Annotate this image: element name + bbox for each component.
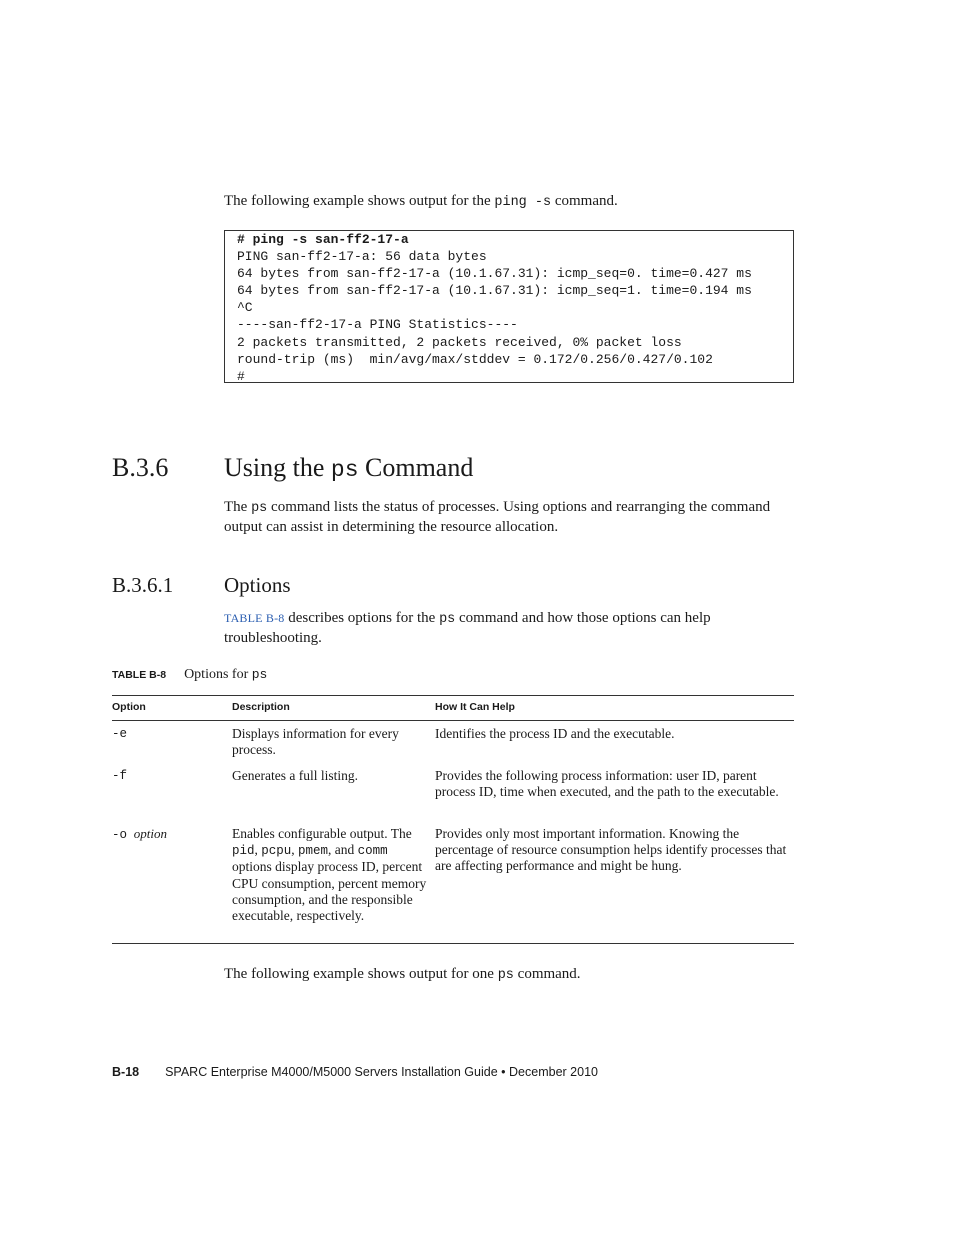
table-header-description: Description <box>232 701 290 713</box>
code-output-line: # <box>237 368 245 384</box>
code-output-line: ^C <box>237 300 253 316</box>
table-top-rule <box>112 695 794 696</box>
option-argument: option <box>133 826 167 841</box>
code-output-line: round-trip (ms) min/avg/max/stddev = 0.172/0.256/0.427/0.102 <box>237 351 713 367</box>
intro-text: The following example shows output for the <box>224 193 495 209</box>
section-title-code: ps <box>330 457 359 483</box>
table-cell-description: Displays information for every process. <box>232 726 399 758</box>
table-caption-code: ps <box>251 667 268 682</box>
subsection-paragraph <box>224 609 794 647</box>
outro-paragraph <box>224 965 804 985</box>
code-output-line: PING san-ff2-17-a: 56 data bytes <box>237 249 487 265</box>
subsection-para-text-end: command and how those options can help troubleshooting. <box>224 610 711 646</box>
table-caption-label: TABLE B-8 <box>112 669 167 681</box>
code-output-line: 64 bytes from san-ff2-17-a (10.1.67.31): icmp_seq=1. time=0.194 ms <box>237 283 752 299</box>
code-output-line: 2 packets transmitted, 2 packets received, 0% packet loss <box>237 334 682 350</box>
table-cell-option: -f <box>112 769 128 783</box>
table-cell-description: Generates a full listing. <box>232 768 358 783</box>
description-code: comm <box>357 844 388 859</box>
table-cell-option: -e <box>112 727 128 741</box>
section-para-text-end: command lists the status of processes. Using options and rearranging the command output can assist in determining the resource allocation. <box>224 499 771 535</box>
code-block-text <box>237 231 752 385</box>
outro-command: ps <box>497 968 514 983</box>
footer-date: December 2010 <box>509 1065 598 1079</box>
footer-separator: • <box>501 1065 506 1079</box>
table-cell-description: Enables configurable output. The pid, pcpu, pmem, and comm options display process ID, percent CPU consumption, percent memory consumption, and the responsible executable, respectively. <box>232 826 427 924</box>
table-bottom-rule <box>112 943 794 944</box>
footer-doc-title: SPARC Enterprise M4000/M5000 Servers Installation Guide <box>165 1065 498 1079</box>
outro-text-end: command. <box>513 966 581 982</box>
table-header-help: How It Can Help <box>435 701 515 713</box>
description-code: pcpu <box>261 844 292 859</box>
page-number: B-18 <box>112 1065 140 1079</box>
code-output-line: 64 bytes from san-ff2-17-a (10.1.67.31): icmp_seq=0. time=0.427 ms <box>237 266 752 282</box>
code-block <box>224 230 794 383</box>
table-header-rule <box>112 720 794 721</box>
code-command-line: # ping -s san-ff2-17-a <box>237 232 409 247</box>
table-caption <box>112 666 267 684</box>
table-cell-help: Provides the following process information: user ID, parent process ID, time when executed, and the path to the executable. <box>435 768 779 800</box>
outro-text: The following example shows output for one <box>224 966 498 982</box>
subsection-para-code: ps <box>439 612 456 627</box>
section-title <box>224 452 473 486</box>
subsection-number: B.3.6.1 <box>112 573 174 597</box>
code-output-line: ----san-ff2-17-a PING Statistics---- <box>237 317 518 333</box>
section-para-code: ps <box>251 501 268 516</box>
description-code: pid <box>232 844 255 859</box>
subsection-para-text: describes options for the <box>284 610 440 626</box>
intro-command: ping -s <box>494 195 552 210</box>
table-cell-help: Provides only most important information. Knowing the percentage of resource consumption helps identify processes that are affecting performance and might be hung. <box>435 826 787 874</box>
description-code: pmem <box>298 844 329 859</box>
intro-paragraph <box>224 192 804 212</box>
section-paragraph <box>224 498 794 536</box>
section-title-text-end: Command <box>358 453 474 482</box>
table-cell-help: Identifies the process ID and the executable. <box>435 726 675 741</box>
description-text-end: options display process ID, percent CPU consumption, percent memory consumption, and the responsible executable, respectively. <box>232 859 427 924</box>
page-footer <box>112 1064 598 1080</box>
table-cell-option <box>112 826 222 843</box>
option-flag: -o <box>112 828 128 842</box>
description-text: Enables configurable output. The <box>232 826 412 841</box>
section-title-text: Using the <box>224 453 331 482</box>
table-cross-reference-link[interactable]: TABLE B-8 <box>224 611 285 625</box>
table-caption-text: Options for <box>184 667 252 682</box>
section-number: B.3.6 <box>112 453 169 482</box>
table-header-option: Option <box>112 701 146 713</box>
subsection-title: Options <box>224 573 291 597</box>
intro-text-end: command. <box>551 193 618 209</box>
section-para-text: The <box>224 499 252 515</box>
